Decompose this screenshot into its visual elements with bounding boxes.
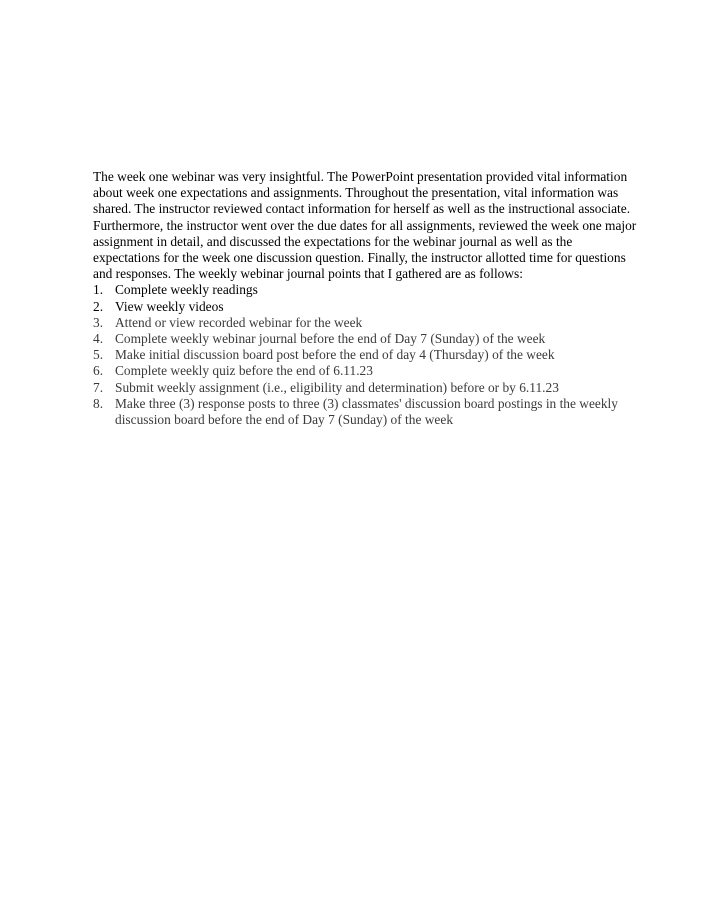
list-item xyxy=(93,282,638,298)
list-item-text: Complete weekly webinar journal before the end of Day 7 (Sunday) of the week xyxy=(115,331,546,347)
list-item-number: 5. xyxy=(93,347,104,363)
journal-points-list xyxy=(93,282,638,428)
list-item-text: Complete weekly quiz before the end of 6.11.23 xyxy=(115,363,373,379)
list-item xyxy=(93,347,638,363)
list-item xyxy=(93,299,638,315)
list-item-number: 1. xyxy=(93,282,104,298)
intro-paragraph: The week one webinar was very insightful. The PowerPoint presentation provided vital information about week one expectations and assignments. Throughout the presentation, vital information was shared. The instructor reviewed contact information for herself as well as the instructional associate. Furthermore, the instructor went over the due dates for all assignments, reviewed the week one major assignment in detail, and discussed the expectations for the webinar journal as well as the expectations for the week one discussion question. Finally, the instructor allotted time for questions and responses. The weekly webinar journal points that I gathered are as follows: xyxy=(93,169,637,282)
list-item xyxy=(93,315,638,331)
list-item xyxy=(93,363,638,379)
list-item-number: 6. xyxy=(93,363,104,379)
list-item-text: Complete weekly readings xyxy=(115,282,258,298)
list-item-text: Attend or view recorded webinar for the week xyxy=(115,314,363,330)
list-item-number: 4. xyxy=(93,331,104,347)
list-item-text: Make initial discussion board post before the end of day 4 (Thursday) of the week xyxy=(115,347,555,363)
document-body xyxy=(93,169,638,428)
list-item-number: 7. xyxy=(93,379,104,395)
list-item xyxy=(93,396,638,428)
list-item-text: View weekly videos xyxy=(115,298,224,314)
list-item-number: 8. xyxy=(93,395,104,411)
list-item-text: Submit weekly assignment (i.e., eligibility and determination) before or by 6.11.23 xyxy=(115,379,559,395)
list-item-text: Make three (3) response posts to three (3) classmates' discussion board postings in the weekly discussion board before the end of Day 7 (Sunday) of the week xyxy=(115,395,618,428)
list-item-number: 3. xyxy=(93,314,104,330)
list-item xyxy=(93,331,638,347)
list-item-number: 2. xyxy=(93,298,104,314)
list-item xyxy=(93,380,638,396)
